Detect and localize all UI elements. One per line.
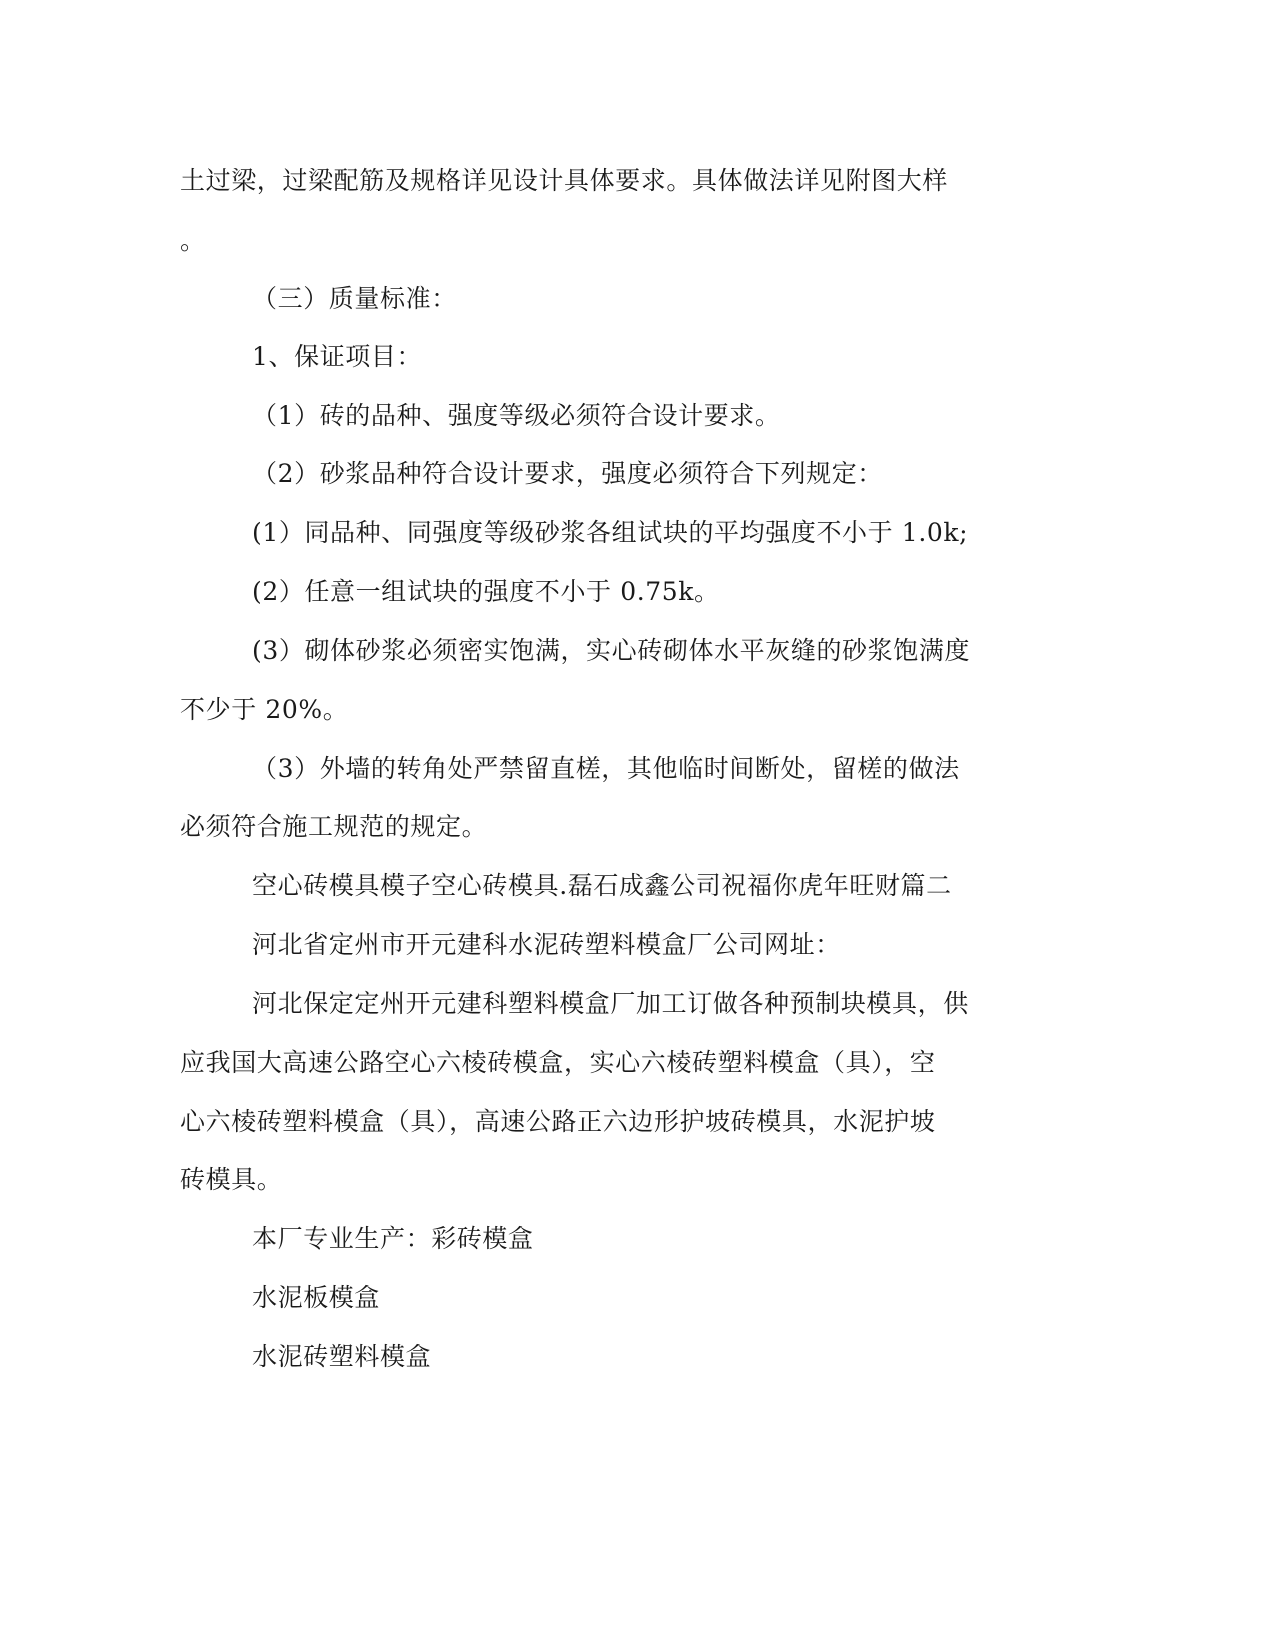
text-line-20: 水泥板模盒 (252, 1283, 381, 1312)
text-line-8: (2）任意一组试块的强度不小于 0.75k。 (252, 577, 720, 606)
text-line-21: 水泥砖塑料模盒 (252, 1342, 432, 1371)
text-line-13: 空心砖模具模子空心砖模具.磊石成鑫公司祝福你虎年旺财篇二 (252, 871, 952, 900)
text-line-11: （3）外墙的转角处严禁留直槎，其他临时间断处，留槎的做法 (252, 754, 960, 783)
text-line-14: 河北省定州市开元建科水泥砖塑料模盒厂公司网址： (252, 930, 841, 959)
text-line-10: 不少于 20%。 (180, 695, 349, 724)
text-line-6: （2）砂浆品种符合设计要求，强度必须符合下列规定： (252, 459, 883, 488)
text-line-7: (1）同品种、同强度等级砂浆各组试块的平均强度不小于 1.0k; (252, 518, 969, 547)
subsection-heading-guarantee-items: 1、保证项目： (252, 342, 423, 371)
text-line-18: 砖模具。 (180, 1165, 283, 1194)
text-line-5: （1）砖的品种、强度等级必须符合设计要求。 (252, 401, 781, 430)
text-line-1: 土过梁，过梁配筋及规格详见设计具体要求。具体做法详见附图大样 (180, 166, 949, 195)
text-line-16: 应我国大高速公路空心六棱砖模盒，实心六棱砖塑料模盒（具），空 (180, 1048, 936, 1077)
text-line-9: (3）砌体砂浆必须密实饱满，实心砖砌体水平灰缝的砂浆饱满度 (252, 636, 971, 665)
text-line-19: 本厂专业生产：彩砖模盒 (252, 1224, 534, 1253)
text-line-15: 河北保定定州开元建科塑料模盒厂加工订做各种预制块模具，供 (252, 989, 969, 1018)
section-heading-quality-standard: （三）质量标准： (252, 284, 457, 313)
text-line-17: 心六棱砖塑料模盒（具），高速公路正六边形护坡砖模具，水泥护坡 (180, 1107, 936, 1136)
text-line-12: 必须符合施工规范的规定。 (180, 812, 488, 841)
text-line-2: 。 (180, 226, 206, 255)
